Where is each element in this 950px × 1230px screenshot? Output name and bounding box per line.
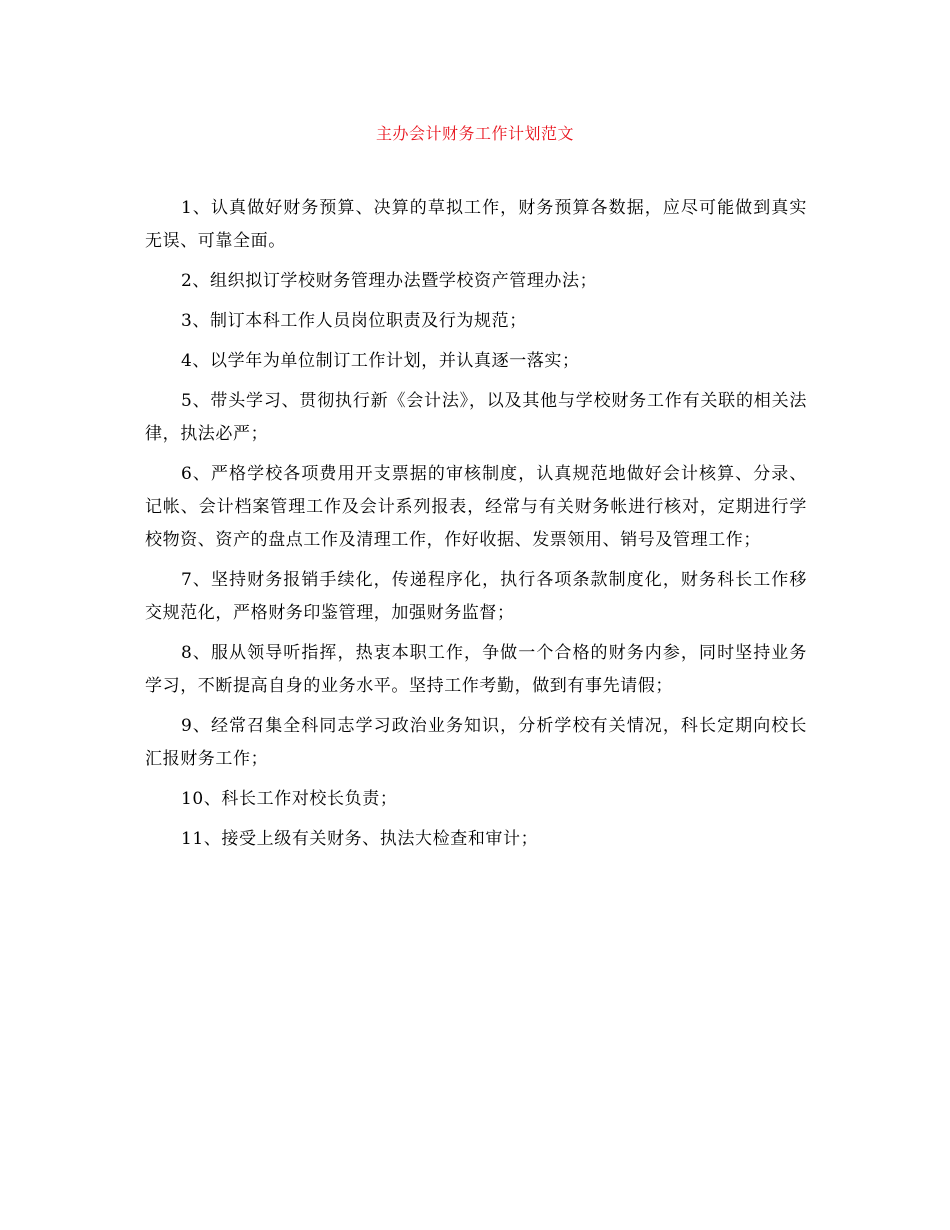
paragraph-6: 6、严格学校各项费用开支票据的审核制度，认真规范地做好会计核算、分录、记帐、会计档案管理工作及会计系列报表，经常与有关财务帐进行核对，定期进行学校物资、资产的盘点工作及清理工作，作好收据、发票领用、销号及管理工作； [145,464,807,550]
paragraph-3: 3、制订本科工作人员岗位职责及行为规范； [181,311,527,331]
paragraph-11: 11、接受上级有关财务、执法大检查和审计； [181,829,539,849]
paragraph-5: 5、带头学习、贯彻执行新《会计法》，以及其他与学校财务工作有关联的相关法律，执法必严； [145,391,807,444]
paragraph-1: 1、认真做好财务预算、决算的草拟工作，财务预算各数据，应尽可能做到真实无误、可靠全面。 [145,198,807,251]
paragraph-4: 4、以学年为单位制订工作计划，并认真逐一落实； [181,351,580,371]
paragraph-7: 7、坚持财务报销手续化，传递程序化，执行各项条款制度化，财务科长工作移交规范化，严格财务印鉴管理，加强财务监督； [145,570,807,623]
paragraph-10: 10、科长工作对校长负责； [181,789,398,809]
paragraph-2: 2、组织拟订学校财务管理办法暨学校资产管理办法； [181,271,598,291]
document-title: 主办会计财务工作计划范文 [375,124,574,143]
document-body [145,192,807,863]
paragraph-8: 8、服从领导听指挥，热衷本职工作，争做一个合格的财务内参，同时坚持业务学习，不断提高自身的业务水平。坚持工作考勤，做到有事先请假； [145,643,807,696]
paragraph-9: 9、经常召集全科同志学习政治业务知识，分析学校有关情况，科长定期向校长汇报财务工作； [145,716,807,769]
